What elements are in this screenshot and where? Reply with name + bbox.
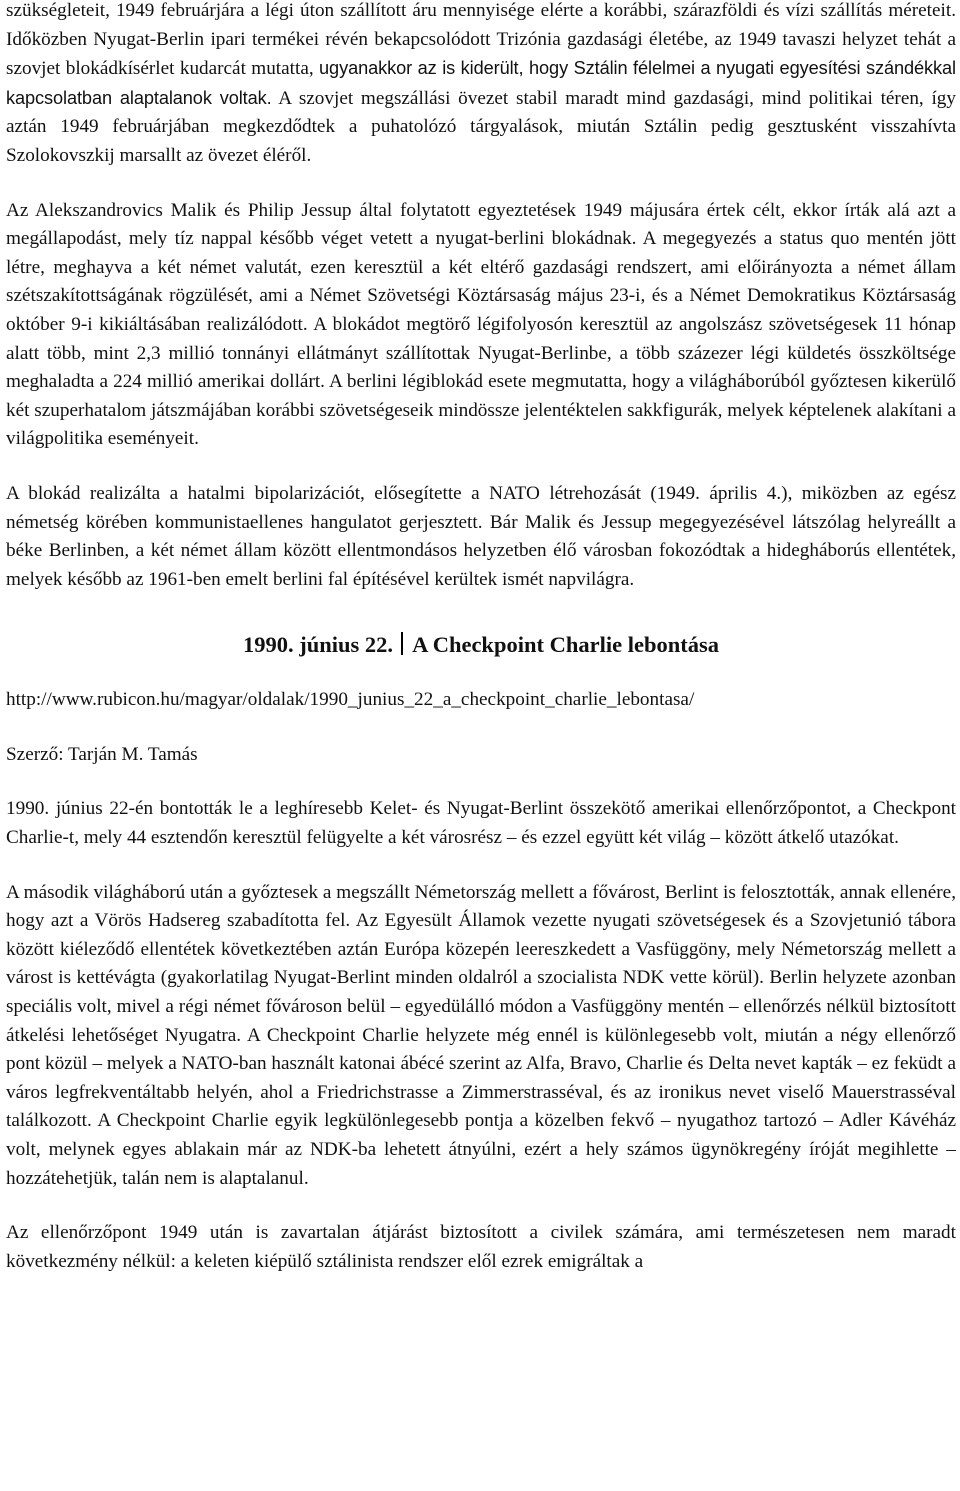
author-line: Szerző: Tarján M. Tamás: [6, 743, 198, 765]
heading-separator: [401, 632, 403, 655]
paragraph-blockade-end: [6, 0, 956, 171]
paragraph-bipolarization: A blokád realizálta a hatalmi bipolarizációt, elősegítette a NATO létrehozását (1949. április 4.), miközben az egész németség körében kommunistaellenes hangulatot gerjesztett. Bár Malik és Jessup megegyezésével látszólag helyreállt a béke Berlinben, a két német állam között ellentmondásos helyzetben élő városban fokozódtak a hidegháborús ellentétek, melyek később az 1961-ben emelt berlini fal építésével kerültek ismét napvilágra.: [6, 482, 956, 590]
paragraph-checkpoint-history: A második világháború után a győztesek a megszállt Németország mellett a fővárost, Berlint is felosztották, annak ellenére, hogy azt a Vörös Hadsereg szabadította fel. Az Egyesült Államok vezette nyugati szövetségesek és a Szovjetunió tábora között kiéleződő ellentétek következtében aztán Európa közepén leereszkedett a Vasfüggöny, mely Németország mellett a várost is kettévágta (gyakorlatilag Nyugat-Berlint minden oldalról a szocialista NDK vette körül). Berlin helyzete azonban speciális volt, mivel a régi német fővároson belül – egyedülálló módon a Vasfüggöny mentén – ellenőrzés nélkül biztosított átkelési lehetőséget Nyugatra. A Checkpoint Charlie helyzete még ennél is különlegesebb volt, miután a négy ellenőrző pont közül – melyek a NATO-ban használt katonai ábécé szerint az Alfa, Bravo, Charlie és Delta nevet kapták – ez feküdt a város legfrekventáltabb helyén, ahol a Friedrichstrasse a Zimmerstrasséval, és az ironikus nevet viselő Mauerstrasséval találkozott. A Checkpoint Charlie egyik legkülönlegesebb pontja a közelben fekvő – nyugathoz tartozó – Adler Kávéház volt, melynek egyes ablakain már az NDK-ba lehetett átnyúlni, ezért a hely számos ügynökregény íróját megihlette – hozzátehetjük, talán nem is alaptalanul.: [6, 881, 956, 1189]
source-url: http://www.rubicon.hu/magyar/oldalak/1990_junius_22_a_checkpoint_charlie_lebontasa/: [6, 689, 695, 711]
document-page: [6, 0, 956, 1276]
paragraph-checkpoint-intro: 1990. június 22-én bontották le a leghíresebb Kelet- és Nyugat-Berlint összekötő amerikai ellenőrzőpontot, a Checkpont Charlie-t, mely 44 esztendőn keresztül felügyelte a két városrész – és ezzel együtt két világ – között átkelő utazókat.: [6, 798, 956, 849]
paragraph-checkpoint-crossing: Az ellenőrzőpont 1949 után is zavartalan átjárást biztosított a civilek számára, ami természetesen nem maradt következmény nélkül: a keleten kiépülő sztálinista rendszer elől ezrek emigráltak a: [6, 1222, 956, 1272]
paragraph-text-sans: ugyanakkor az is kiderült, hogy Sztálin félelmei a nyugati egyesítési szándékkal kapcsolatban alaptalanok voltak.: [6, 58, 956, 108]
heading-title: A Checkpoint Charlie lebontása: [412, 632, 719, 658]
paragraph-text: A szovjet megszállási övezet stabil maradt mind gazdasági, mind politikai téren, így aztán 1949 februárjában megkezdődtek a puhatolózó tárgyalások, miután Sztálin pedig gesztusként visszahívta Szolokovszkij marsallt az övezet éléről.: [6, 87, 956, 166]
heading-date: 1990. június 22.: [243, 632, 394, 658]
section-heading: [6, 630, 956, 660]
paragraph-text: szükségleteit, 1949 februárjára a légi úton szállított áru mennyisége elérte a korábbi, szárazföldi és vízi szállítás méreteit. Időközben Nyugat-Berlin ipari termékei révén bekapcsolódott Trizónia gazdasági életébe, az 1949 tavaszi helyzet tehát a szovjet blokádkísérlet kudarcát mutatta,: [6, 0, 956, 80]
paragraph-malik-jessup: Az Alekszandrovics Malik és Philip Jessup által folytatott egyeztetések 1949 májusára értek célt, ekkor írták alá azt a megállapodást, mely tíz nappal később véget vetett a nyugat-berlini blokádnak. A megegyezés a status quo mentén jött létre, meghayva a két német valutát, ezen keresztül a két eltérő gazdasági rendszert, ami előirányozta a német állam szétszakítottságának rögzülését, ami a Német Szövetségi Köztársaság május 23-i, és a Német Demokratikus Köztársaság október 9-i kikiáltásában realizálódott. A blokádot megtörő légifolyosón keresztül az angolszász szövetségesek 11 hónap alatt több, mint 2,3 millió tonnányi ellátmányt szállítottak Nyugat-Berlinbe, a több százezer légi küldetés összköltsége meghaladta a 224 millió amerikai dollárt. A berlini légiblokád esete megmutatta, hogy a világháborúból győztesen kikerülő két szuperhatalom játszmájában korábbi szövetségeseik mindössze jelentéktelen sakkfigurák, melyek képtelenek alakítani a világpolitika eseményeit.: [6, 199, 956, 450]
